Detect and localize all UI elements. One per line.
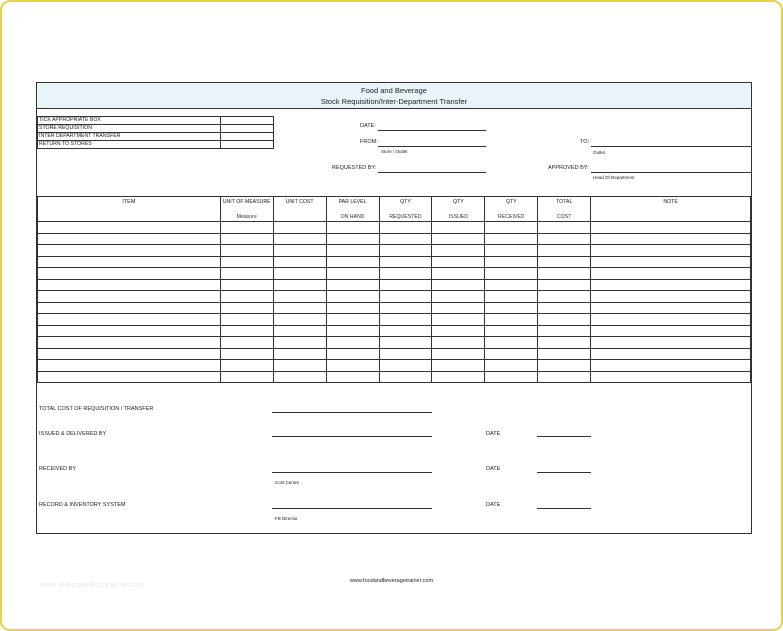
tick-box-heading: TICK APPROPRIATE BOX: [38, 117, 221, 125]
table-cell[interactable]: [273, 233, 326, 245]
table-cell[interactable]: [220, 279, 273, 291]
table-cell[interactable]: [485, 268, 538, 280]
table-cell[interactable]: [273, 314, 326, 326]
column-header-label: UNIT OF MEASURE: [222, 199, 271, 205]
table-row: [38, 256, 751, 268]
table-cell[interactable]: [379, 348, 432, 360]
table-cell[interactable]: [273, 291, 326, 303]
column-header-label: NOTE: [663, 199, 678, 205]
issued-by-label: ISSUED & DELIVERED BY: [39, 431, 107, 437]
table-cell[interactable]: [485, 337, 538, 349]
table-cell[interactable]: [38, 337, 221, 349]
table-cell[interactable]: [538, 279, 591, 291]
table-cell[interactable]: [432, 348, 485, 360]
table-cell[interactable]: [220, 314, 273, 326]
table-body: [38, 222, 751, 383]
table-cell[interactable]: [485, 302, 538, 314]
table-cell[interactable]: [38, 222, 221, 234]
table-row: [38, 222, 751, 234]
approved-by-label: APPROVED BY:: [548, 165, 589, 171]
table-cell[interactable]: [538, 360, 591, 372]
table-cell[interactable]: [538, 325, 591, 337]
issued-date-label: DATE: [486, 431, 501, 437]
column-header-label: TOTAL: [556, 199, 573, 205]
column-header-sublabel: COST: [557, 213, 572, 220]
table-cell[interactable]: [326, 245, 379, 257]
table-cell[interactable]: [485, 314, 538, 326]
table-cell[interactable]: [538, 314, 591, 326]
table-row: [38, 348, 751, 360]
table-cell[interactable]: [38, 256, 221, 268]
table-cell[interactable]: [485, 245, 538, 257]
table-cell[interactable]: [538, 348, 591, 360]
table-cell[interactable]: [326, 256, 379, 268]
table-row: [38, 325, 751, 337]
table-cell[interactable]: [220, 233, 273, 245]
column-header-sublabel: RECEIVED: [498, 213, 525, 220]
table-cell[interactable]: [38, 291, 221, 303]
footer-url: www.foodandbeveragetrainer.com: [349, 578, 434, 584]
column-header-sublabel: ISSUED: [448, 213, 469, 220]
record-field[interactable]: [272, 508, 432, 509]
table-cell[interactable]: [538, 268, 591, 280]
form-header: [37, 83, 751, 109]
column-header: [379, 197, 432, 222]
total-cost-label: TOTAL COST OF REQUISITION / TRANSFER: [39, 406, 154, 412]
record-label: RECORD & INVENTORY SYSTEM: [39, 502, 126, 508]
column-header-label: QTY: [453, 199, 464, 205]
received-date-label: DATE: [486, 466, 501, 472]
table-cell[interactable]: [273, 279, 326, 291]
table-cell[interactable]: [273, 302, 326, 314]
table-cell[interactable]: [379, 302, 432, 314]
table-cell[interactable]: [432, 245, 485, 257]
table-cell[interactable]: [538, 337, 591, 349]
table-cell[interactable]: [485, 222, 538, 234]
table-cell[interactable]: [326, 222, 379, 234]
column-header-sublabel: ON HAND: [340, 213, 365, 220]
table-cell[interactable]: [591, 256, 751, 268]
table-cell[interactable]: [432, 291, 485, 303]
table-cell[interactable]: [379, 371, 432, 383]
table-row: [38, 268, 751, 280]
table-cell[interactable]: [485, 233, 538, 245]
tick-box-blank: [221, 117, 274, 125]
record-date-field[interactable]: [537, 508, 591, 509]
table-cell[interactable]: [220, 245, 273, 257]
issued-by-field[interactable]: [272, 436, 432, 437]
table-cell[interactable]: [273, 245, 326, 257]
table-cell[interactable]: [379, 245, 432, 257]
approved-by-field[interactable]: [591, 172, 751, 173]
table-row: [38, 337, 751, 349]
table-cell[interactable]: [38, 233, 221, 245]
record-caption: FB Director: [275, 516, 298, 521]
tick-box-return-to-stores[interactable]: [221, 141, 274, 149]
table-cell[interactable]: [38, 325, 221, 337]
table-cell[interactable]: [485, 360, 538, 372]
table-row: [38, 291, 751, 303]
approved-caption: Head Of Department: [593, 175, 635, 180]
table-cell[interactable]: [485, 348, 538, 360]
to-caption: Outlet: [593, 150, 606, 155]
table-cell[interactable]: [220, 371, 273, 383]
total-cost-field[interactable]: [272, 412, 432, 413]
table-cell[interactable]: [591, 279, 751, 291]
table-cell[interactable]: [432, 360, 485, 372]
table-cell[interactable]: [538, 222, 591, 234]
received-date-field[interactable]: [537, 472, 591, 473]
table-cell[interactable]: [379, 268, 432, 280]
table-cell[interactable]: [220, 222, 273, 234]
table-cell[interactable]: [38, 314, 221, 326]
to-field[interactable]: [591, 146, 751, 147]
table-cell[interactable]: [379, 360, 432, 372]
requested-by-field[interactable]: [378, 172, 486, 173]
table-cell[interactable]: [38, 371, 221, 383]
date-field[interactable]: [378, 130, 486, 131]
column-header-sublabel: Measure: [236, 213, 257, 220]
table-cell[interactable]: [485, 279, 538, 291]
table-cell[interactable]: [485, 371, 538, 383]
table-cell[interactable]: [220, 360, 273, 372]
tick-box-label: RETURN TO STORES: [38, 141, 221, 149]
table-row: [38, 233, 751, 245]
column-header: [485, 197, 538, 222]
issued-date-field[interactable]: [537, 436, 591, 437]
table-row: [38, 279, 751, 291]
table-cell[interactable]: [326, 360, 379, 372]
table-cell[interactable]: [379, 337, 432, 349]
tick-box-inter-department[interactable]: [221, 133, 274, 141]
table-cell[interactable]: [591, 337, 751, 349]
table-cell[interactable]: [379, 256, 432, 268]
column-header-label: ITEM: [122, 199, 136, 205]
table-cell[interactable]: [38, 302, 221, 314]
table-cell[interactable]: [220, 302, 273, 314]
table-cell[interactable]: [38, 360, 221, 372]
table-cell[interactable]: [38, 245, 221, 257]
table-cell[interactable]: [591, 325, 751, 337]
column-header: [591, 197, 751, 222]
table-cell[interactable]: [485, 291, 538, 303]
from-label: FROM:: [360, 139, 378, 145]
column-header: [432, 197, 485, 222]
table-cell[interactable]: [591, 314, 751, 326]
table-cell[interactable]: [273, 325, 326, 337]
table-cell[interactable]: [326, 348, 379, 360]
table-cell[interactable]: [432, 371, 485, 383]
table-cell[interactable]: [38, 279, 221, 291]
table-cell[interactable]: [591, 291, 751, 303]
table-cell[interactable]: [591, 371, 751, 383]
table-cell[interactable]: [326, 268, 379, 280]
table-cell[interactable]: [273, 222, 326, 234]
table-cell[interactable]: [220, 268, 273, 280]
received-by-field[interactable]: [272, 472, 432, 473]
table-cell[interactable]: [326, 371, 379, 383]
tick-box-store-requisition[interactable]: [221, 125, 274, 133]
watermark-text: www.templateinspiration.com: [40, 582, 145, 589]
table-cell[interactable]: [326, 233, 379, 245]
table-cell[interactable]: [326, 314, 379, 326]
column-header: [326, 197, 379, 222]
table-cell[interactable]: [220, 325, 273, 337]
table-cell[interactable]: [379, 314, 432, 326]
requisition-form: [36, 82, 752, 534]
table-cell[interactable]: [273, 360, 326, 372]
table-cell[interactable]: [591, 222, 751, 234]
table-row: [38, 371, 751, 383]
table-cell[interactable]: [485, 256, 538, 268]
table-cell[interactable]: [432, 256, 485, 268]
received-caption: Cost Centre: [275, 480, 300, 485]
table-row: [38, 314, 751, 326]
column-header-label: UNIT COST: [285, 199, 314, 205]
column-header-label: QTY: [505, 199, 517, 205]
table-cell[interactable]: [273, 348, 326, 360]
table-cell[interactable]: [220, 348, 273, 360]
table-cell[interactable]: [220, 256, 273, 268]
table-cell[interactable]: [326, 279, 379, 291]
tick-box-label: INTER DEPARTMENT TRANSFER: [38, 133, 221, 141]
to-label: TO:: [580, 139, 590, 145]
column-header: [38, 197, 221, 222]
form-title: Food and Beverage: [361, 86, 427, 95]
date-label: DATE:: [360, 123, 376, 129]
table-cell[interactable]: [273, 268, 326, 280]
table-cell[interactable]: [538, 302, 591, 314]
record-date-label: DATE: [486, 502, 501, 508]
table-cell[interactable]: [432, 337, 485, 349]
table-cell[interactable]: [432, 279, 485, 291]
table-cell[interactable]: [591, 360, 751, 372]
table-cell[interactable]: [379, 279, 432, 291]
table-row: [38, 302, 751, 314]
table-cell[interactable]: [591, 268, 751, 280]
column-header: [273, 197, 326, 222]
table-row: [38, 245, 751, 257]
table-cell[interactable]: [432, 233, 485, 245]
received-by-label: RECEIVED BY: [39, 466, 76, 472]
items-table: [37, 196, 751, 383]
table-cell[interactable]: [38, 268, 221, 280]
column-header-sublabel: REQUESTED: [389, 213, 422, 220]
table-cell[interactable]: [220, 337, 273, 349]
table-cell[interactable]: [485, 325, 538, 337]
table-cell[interactable]: [432, 222, 485, 234]
table-cell[interactable]: [273, 371, 326, 383]
table-cell[interactable]: [591, 348, 751, 360]
table-cell[interactable]: [379, 233, 432, 245]
table-cell[interactable]: [326, 302, 379, 314]
form-subtitle: Stock Requisition/Inter-Department Transfer: [320, 97, 468, 106]
table-cell[interactable]: [538, 233, 591, 245]
table-cell[interactable]: [326, 291, 379, 303]
tick-box-table: [37, 116, 274, 149]
requested-by-label: REQUESTED BY:: [332, 165, 377, 171]
table-cell[interactable]: [538, 371, 591, 383]
table-cell[interactable]: [591, 302, 751, 314]
table-cell[interactable]: [591, 245, 751, 257]
table-cell[interactable]: [273, 337, 326, 349]
table-cell[interactable]: [326, 325, 379, 337]
table-row: [38, 360, 751, 372]
from-caption: Store / Outlet: [381, 149, 408, 154]
table-cell[interactable]: [273, 256, 326, 268]
table-cell[interactable]: [220, 291, 273, 303]
table-cell[interactable]: [379, 222, 432, 234]
table-cell[interactable]: [326, 337, 379, 349]
from-field[interactable]: [378, 146, 486, 147]
column-header-label: QTY: [400, 199, 411, 205]
table-cell[interactable]: [379, 325, 432, 337]
column-header: [538, 197, 591, 222]
table-cell[interactable]: [379, 291, 432, 303]
column-header-label: PAR LEVEL: [338, 199, 367, 205]
table-cell[interactable]: [591, 233, 751, 245]
table-cell[interactable]: [538, 256, 591, 268]
column-header: [220, 197, 273, 222]
table-cell[interactable]: [432, 302, 485, 314]
table-cell[interactable]: [432, 325, 485, 337]
table-cell[interactable]: [538, 245, 591, 257]
table-cell[interactable]: [432, 268, 485, 280]
table-cell[interactable]: [538, 291, 591, 303]
tick-box-label: STORE REQUISITION: [38, 125, 221, 133]
table-header-row: [38, 197, 751, 222]
table-cell[interactable]: [432, 314, 485, 326]
table-cell[interactable]: [38, 348, 221, 360]
